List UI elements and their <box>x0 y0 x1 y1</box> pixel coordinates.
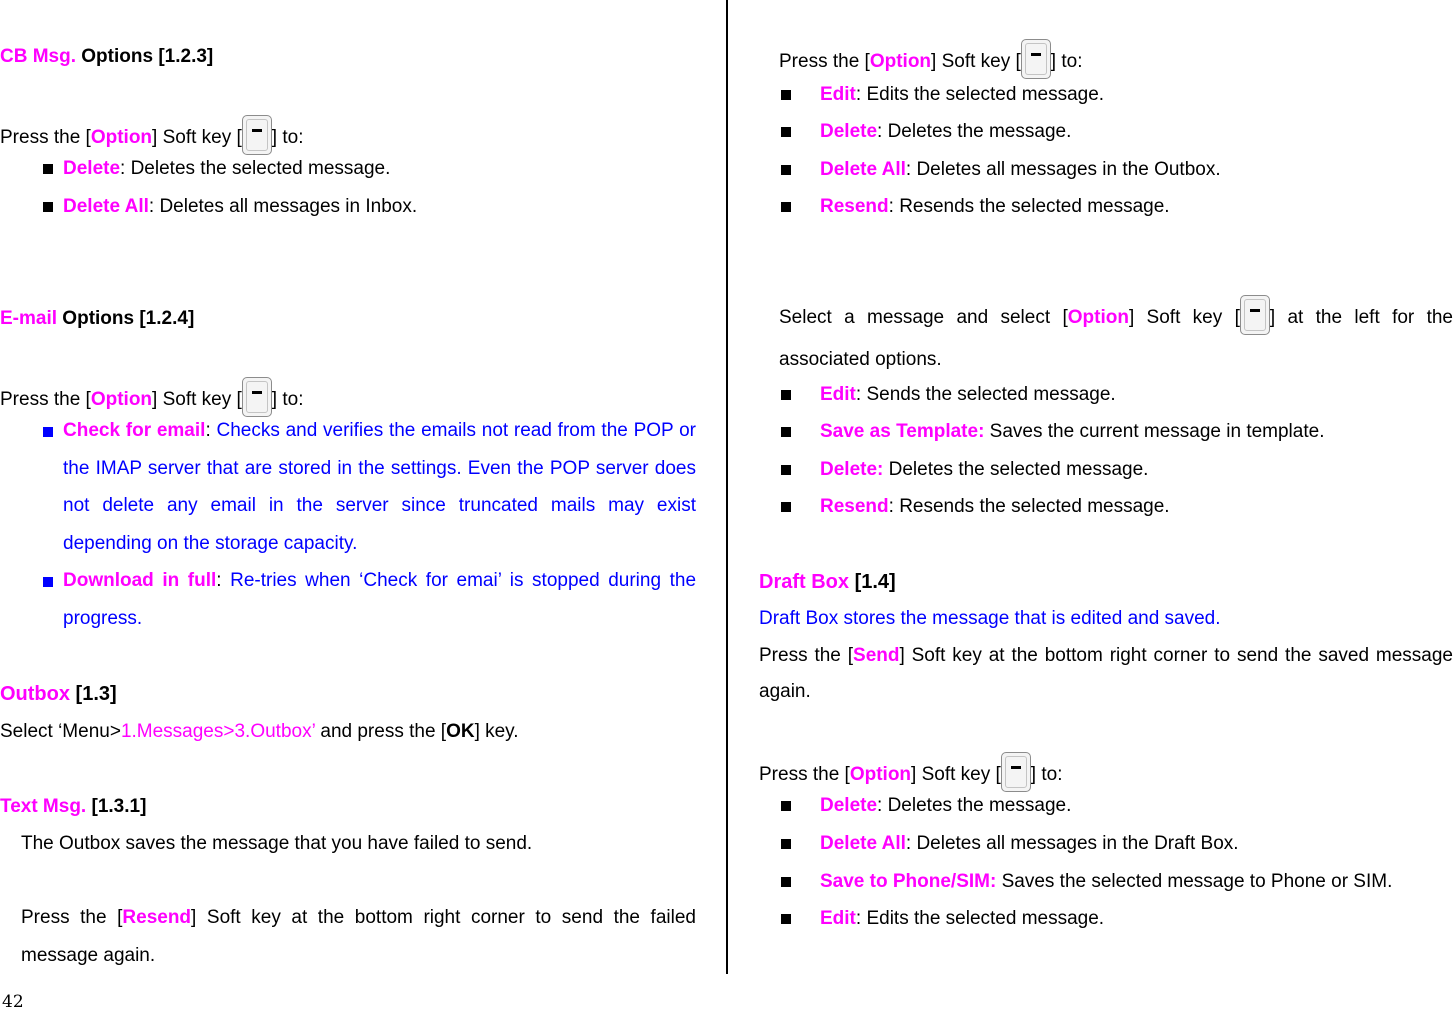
text: : <box>216 570 231 591</box>
send-key-label: Send <box>853 645 900 666</box>
item-term: Delete <box>63 158 121 179</box>
text: ] to: <box>271 127 304 148</box>
text: ] Soft key [ <box>911 764 1001 785</box>
option-key-label: Option <box>1067 307 1129 328</box>
menu-path: 1.Messages>3.Outbox’ <box>120 721 316 742</box>
text: ] to: <box>271 389 304 410</box>
item-term: Save to Phone/SIM: <box>820 871 997 892</box>
item-term: Download in full <box>63 570 217 591</box>
item-term: Resend <box>820 196 889 217</box>
heading-rest: Options [1.2.4] <box>57 308 195 329</box>
text: ] Soft key [ <box>152 389 242 410</box>
option-key-label: Option <box>90 127 153 148</box>
outbox-press-option-line <box>779 39 1082 79</box>
text: ] Soft key [ <box>1128 307 1240 328</box>
column-divider <box>726 0 728 974</box>
bullet-icon <box>781 502 791 512</box>
item-desc: Checks and verifies the emails not read from the POP or the IMAP server that are stored in the settings. Even the POP server does not delete any email in the server since truncated mails may exist depending on the storage capacity. <box>63 420 697 554</box>
item-desc: : Edits the selected message. <box>855 908 1105 929</box>
bullet-icon <box>781 465 791 475</box>
heading-rest: [1.3] <box>70 683 117 705</box>
text: ] Soft key [ <box>931 51 1021 72</box>
heading-rest: [1.3.1] <box>86 796 147 817</box>
bullet-icon <box>43 577 53 587</box>
text-msg-heading <box>0 796 146 818</box>
text: Press the [ <box>21 907 123 928</box>
item-desc: : Resends the selected message. <box>888 496 1170 517</box>
heading-term: CB Msg. <box>0 46 76 67</box>
list-item <box>820 833 1239 855</box>
bullet-icon <box>781 390 791 400</box>
resend-key-label: Resend <box>122 907 192 928</box>
option-key-label: Option <box>849 764 912 785</box>
draft-box-heading <box>759 571 896 593</box>
heading-term: E-mail <box>0 308 58 329</box>
text: and press the [ <box>315 721 447 742</box>
text: ] key. <box>474 721 519 742</box>
list-item <box>820 159 1221 181</box>
option-key-label: Option <box>869 51 932 72</box>
text: Press the [ <box>0 389 91 410</box>
bullet-icon <box>781 801 791 811</box>
item-desc: Deletes the selected message. <box>883 459 1149 480</box>
heading-rest: Options [1.2.3] <box>76 46 214 67</box>
text: ] Soft key at the bottom right corner to send the failed message again. <box>21 907 696 966</box>
item-desc: : Deletes all messages in the Draft Box. <box>905 833 1239 854</box>
text: Press the [ <box>0 127 91 148</box>
item-desc: : Deletes all messages in Inbox. <box>148 196 418 217</box>
text: ] to: <box>1050 51 1083 72</box>
list-item <box>63 158 390 180</box>
list-item <box>820 908 1104 930</box>
soft-key-icon <box>1240 295 1270 335</box>
text: Select ‘Menu> <box>0 721 121 742</box>
soft-key-icon <box>1021 39 1051 79</box>
send-paragraph <box>759 638 1453 710</box>
resend-paragraph <box>21 899 696 974</box>
item-desc: : Deletes the message. <box>877 795 1072 816</box>
text: Press the [ <box>759 764 850 785</box>
item-desc: : Sends the selected message. <box>855 384 1116 405</box>
check-email-item <box>63 412 696 562</box>
select-message-paragraph <box>779 295 1453 381</box>
item-desc: Saves the selected message to Phone or SIM. <box>996 871 1393 892</box>
item-term: Edit <box>820 84 856 105</box>
list-item <box>820 871 1392 893</box>
list-item <box>820 384 1116 406</box>
item-desc: Saves the current message in template. <box>984 421 1325 442</box>
item-term: Delete <box>820 795 878 816</box>
draft-press-option-line <box>759 752 1062 792</box>
cb-press-option-line <box>0 115 303 155</box>
bullet-icon <box>781 165 791 175</box>
option-key-label: Option <box>90 389 153 410</box>
list-item <box>820 121 1071 143</box>
bullet-icon <box>43 427 53 437</box>
cb-msg-heading <box>0 46 213 68</box>
list-item <box>63 196 417 218</box>
item-term: Delete All <box>820 833 906 854</box>
item-term: Resend <box>820 496 889 517</box>
soft-key-icon <box>1001 752 1031 792</box>
list-item <box>820 496 1170 518</box>
text: ] Soft key [ <box>152 127 242 148</box>
bullet-icon <box>781 427 791 437</box>
heading-term: Outbox <box>0 683 70 705</box>
text: ] Soft key at the bottom right corner to send the saved message again. <box>759 645 1453 702</box>
text: Press the [ <box>759 645 854 666</box>
bullet-icon <box>781 877 791 887</box>
soft-key-icon <box>242 377 272 417</box>
email-heading <box>0 308 194 330</box>
ok-key-label: OK <box>446 721 475 742</box>
item-desc: : Edits the selected message. <box>855 84 1105 105</box>
item-term: Check for email <box>63 420 206 441</box>
item-desc: : Deletes the selected message. <box>120 158 391 179</box>
item-desc: Re-tries when ‘Check for emai’ is stopped during the progress. <box>63 570 697 629</box>
item-term: Edit <box>820 384 856 405</box>
bullet-icon <box>781 127 791 137</box>
item-term: Save as Template: <box>820 421 985 442</box>
text: : <box>205 420 217 441</box>
item-term: Delete: <box>820 459 884 480</box>
bullet-icon <box>781 90 791 100</box>
list-item <box>820 84 1104 106</box>
list-item <box>820 459 1148 481</box>
item-term: Delete <box>820 121 878 142</box>
item-term: Delete All <box>820 159 906 180</box>
text: Press the [ <box>779 51 870 72</box>
item-desc: : Resends the selected message. <box>888 196 1170 217</box>
text: Select a message and select [ <box>779 307 1068 328</box>
list-item <box>820 795 1071 817</box>
item-desc: : Deletes the message. <box>877 121 1072 142</box>
bullet-icon <box>43 202 53 212</box>
item-term: Edit <box>820 908 856 929</box>
page-number: 42 <box>2 992 24 1012</box>
list-item <box>820 421 1324 443</box>
outbox-select-line <box>0 721 519 743</box>
item-term: Delete All <box>63 196 149 217</box>
text: ] at the left for the associated options. <box>779 307 1453 370</box>
bullet-icon <box>781 839 791 849</box>
heading-term: Draft Box <box>759 571 850 593</box>
email-press-option-line <box>0 377 303 417</box>
download-full-item <box>63 562 696 637</box>
list-item <box>820 196 1170 218</box>
outbox-heading <box>0 683 117 705</box>
text: ] to: <box>1030 764 1063 785</box>
bullet-icon <box>43 164 53 174</box>
bullet-icon <box>781 202 791 212</box>
bullet-icon <box>781 914 791 924</box>
item-desc: : Deletes all messages in the Outbox. <box>905 159 1221 180</box>
soft-key-icon <box>242 115 272 155</box>
heading-rest: [1.4] <box>849 571 896 593</box>
heading-term: Text Msg. <box>0 796 87 817</box>
outbox-saves-line: The Outbox saves the message that you have failed to send. <box>21 833 533 854</box>
draft-box-description: Draft Box stores the message that is edited and saved. <box>759 608 1221 629</box>
